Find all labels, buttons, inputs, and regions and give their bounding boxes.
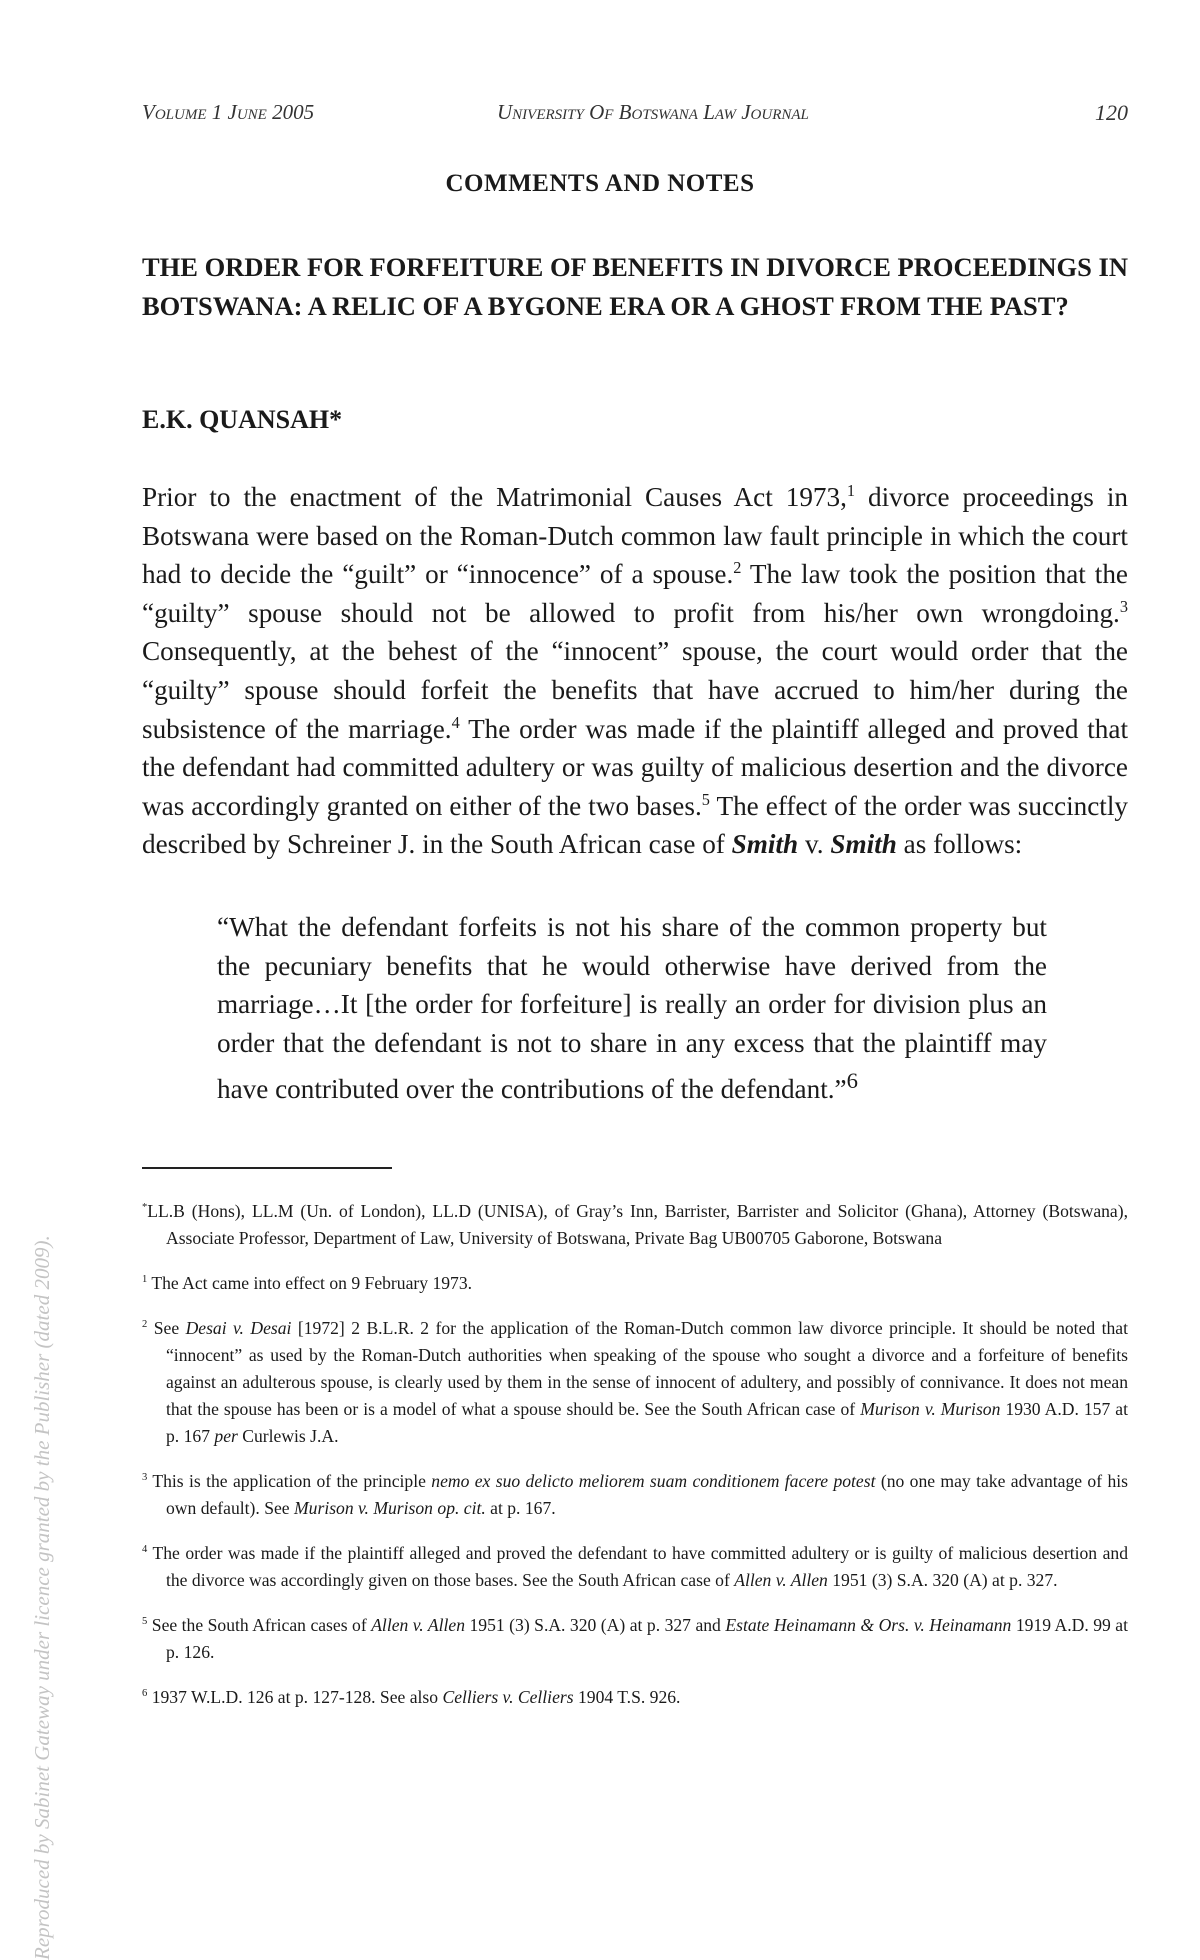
footnote-ref-4: 4 — [451, 712, 460, 732]
footnote-text: LL.B (Hons), LL.M (Un. of London), LL.D (UNISA), of Gray’s Inn, Barrister, Barrister and Solicitor (Ghana), Attorney (Botswana), Associate Professor, Department of Law, University of Botswana, Private Bag UB00705 Gaborone, Botswana — [147, 1201, 1128, 1248]
footnote-6 — [142, 1684, 1128, 1711]
body-text: divorce proceedings in Botswana were based on the Roman-Dutch common law fault principle in which the court had to decide the “guilt” or “innocence” of a spouse. — [142, 482, 1129, 590]
case-name: Murison v. Murison — [860, 1399, 1001, 1419]
footnote-text: 1904 T.S. 926. — [573, 1687, 681, 1707]
footnote-ref-3: 3 — [1119, 596, 1128, 616]
footnote-text: 1951 (3) S.A. 320 (A) at p. 327. — [827, 1570, 1058, 1590]
footnote-text: 1951 (3) S.A. 320 (A) at p. 327 and — [465, 1615, 726, 1635]
body-text: v. — [798, 829, 831, 860]
body-text: Consequently, at the behest of the “innocent” spouse, the court would order that the “guilty” spouse should forfeit the benefits that have accrued to him/her during the subsistence of the marriage. — [142, 636, 1128, 744]
footnote-1 — [142, 1270, 1128, 1297]
body-text: Prior to the enactment of the Matrimonial Causes Act 1973, — [142, 482, 847, 512]
header-volume-date: Volume 1 June 2005 — [142, 100, 315, 124]
footnote-mark: 1 — [142, 1274, 148, 1286]
footnote-mark: 3 — [142, 1472, 148, 1484]
footnote-3 — [142, 1468, 1128, 1522]
footnote-text: See — [153, 1318, 186, 1338]
running-header — [142, 100, 1128, 130]
footnotes — [142, 1198, 1128, 1729]
footnote-2 — [142, 1315, 1128, 1450]
footnote-ref-6: 6 — [846, 1068, 858, 1094]
body-text: The effect of the order was succinctly described by Schreiner J. in the South African case of — [142, 790, 1128, 860]
footnote-author — [142, 1198, 1128, 1252]
footnote-ref-5: 5 — [701, 789, 710, 809]
footnote-divider — [142, 1167, 392, 1169]
licence-watermark: Reproduced by Sabinet Gateway under licence granted by the Publisher (dated 2009). — [30, 1235, 54, 1960]
footnote-text: 1930 A.D. 157 at p. 167 — [166, 1399, 1128, 1446]
footnote-text: The Act came into effect on 9 February 1973. — [151, 1273, 473, 1293]
body-text: The order was made if the plaintiff alleged and proved that the defendant had committed adultery or was guilty of malicious desertion and the divorce was accordingly granted on either of the two bases. — [142, 713, 1129, 821]
footnote-ref-1: 1 — [846, 480, 856, 500]
section-label: COMMENTS AND NOTES — [445, 170, 755, 197]
case-name: Allen v. Allen — [371, 1615, 465, 1635]
footnote-text: [1972] 2 B.L.R. 2 for the application of the Roman-Dutch common law divorce principle. It should be noted that “innocent” as used by the Roman-Dutch authorities when speaking of the spouse who sought a divorce and a forfeiture of benefits against an adulterous spouse, is clearly used by them in the sense of innocent of adultery, and possibly of connivance. It does not mean that the spouse has been or is a model of what a spouse should be. See the South African case of — [166, 1318, 1128, 1419]
footnote-5 — [142, 1612, 1128, 1666]
footnote-text: The order was made if the plaintiff alleged and proved the defendant to have committed adultery or is guilty of malicious desertion and the divorce was accordingly given on those bases. See the South African case of — [152, 1543, 1128, 1590]
body-text: as follows: — [896, 829, 1023, 860]
case-name: Smith — [830, 829, 897, 860]
footnote-text: 1937 W.L.D. 126 at p. 127-128. See also — [151, 1687, 443, 1707]
author-name: E.K. QUANSAH* — [142, 405, 343, 434]
page-number: 120 — [1095, 100, 1128, 125]
footnote-ref-2: 2 — [733, 558, 742, 578]
footnote-mark: 5 — [142, 1616, 148, 1628]
latin-maxim: nemo ex suo delicto meliorem suam conditionem facere potest — [431, 1471, 876, 1491]
body-text: The law took the position that the “guilty” spouse should not be allowed to profit from his/her own wrongdoing. — [142, 559, 1128, 628]
case-name: Allen v. Allen — [734, 1570, 828, 1590]
article-title: THE ORDER FOR FORFEITURE OF BENEFITS IN DIVORCE PROCEEDINGS IN BOTSWANA: A RELIC OF A BYGONE ERA OR A GHOST FROM THE PAST? — [142, 252, 1128, 321]
footnote-text: 1919 A.D. 99 at p. 126. — [166, 1615, 1129, 1662]
latin-term: per — [214, 1426, 238, 1446]
footnote-text: (no one may take advantage of his own default). See — [166, 1471, 1128, 1518]
footnote-4 — [142, 1540, 1128, 1594]
case-name: Desai v. Desai — [185, 1318, 292, 1338]
footnote-mark: 4 — [142, 1544, 148, 1556]
body-paragraph — [142, 478, 1128, 864]
footnote-mark: 2 — [142, 1319, 148, 1331]
footnote-text: See the South African cases of — [151, 1615, 372, 1635]
footnote-text: Curlewis J.A. — [237, 1426, 339, 1446]
case-name: Estate Heinamann & Ors. v. Heinamann — [725, 1615, 1012, 1635]
footnote-text: This is the application of the principle — [152, 1471, 432, 1491]
header-journal-name: University Of Botswana Law Journal — [497, 100, 809, 124]
block-quote — [217, 908, 1047, 1109]
latin-term: op. cit. — [437, 1498, 486, 1518]
footnote-mark: * — [142, 1202, 148, 1214]
case-name: Murison v. Murison — [294, 1498, 433, 1518]
case-name: Smith — [731, 829, 799, 860]
footnote-mark: 6 — [142, 1688, 148, 1700]
quote-text: “What the defendant forfeits is not his share of the common property but the pecuniary benefits that he would otherwise have derived from the marriage…It [the order for forfeiture] is really an order for division plus an order that the defendant is not to share in any excess that the plaintiff may have contributed over the contributions of the defendant.” — [217, 912, 1047, 1105]
case-name: Celliers v. Celliers — [442, 1687, 574, 1707]
footnote-text: at p. 167. — [485, 1498, 556, 1518]
